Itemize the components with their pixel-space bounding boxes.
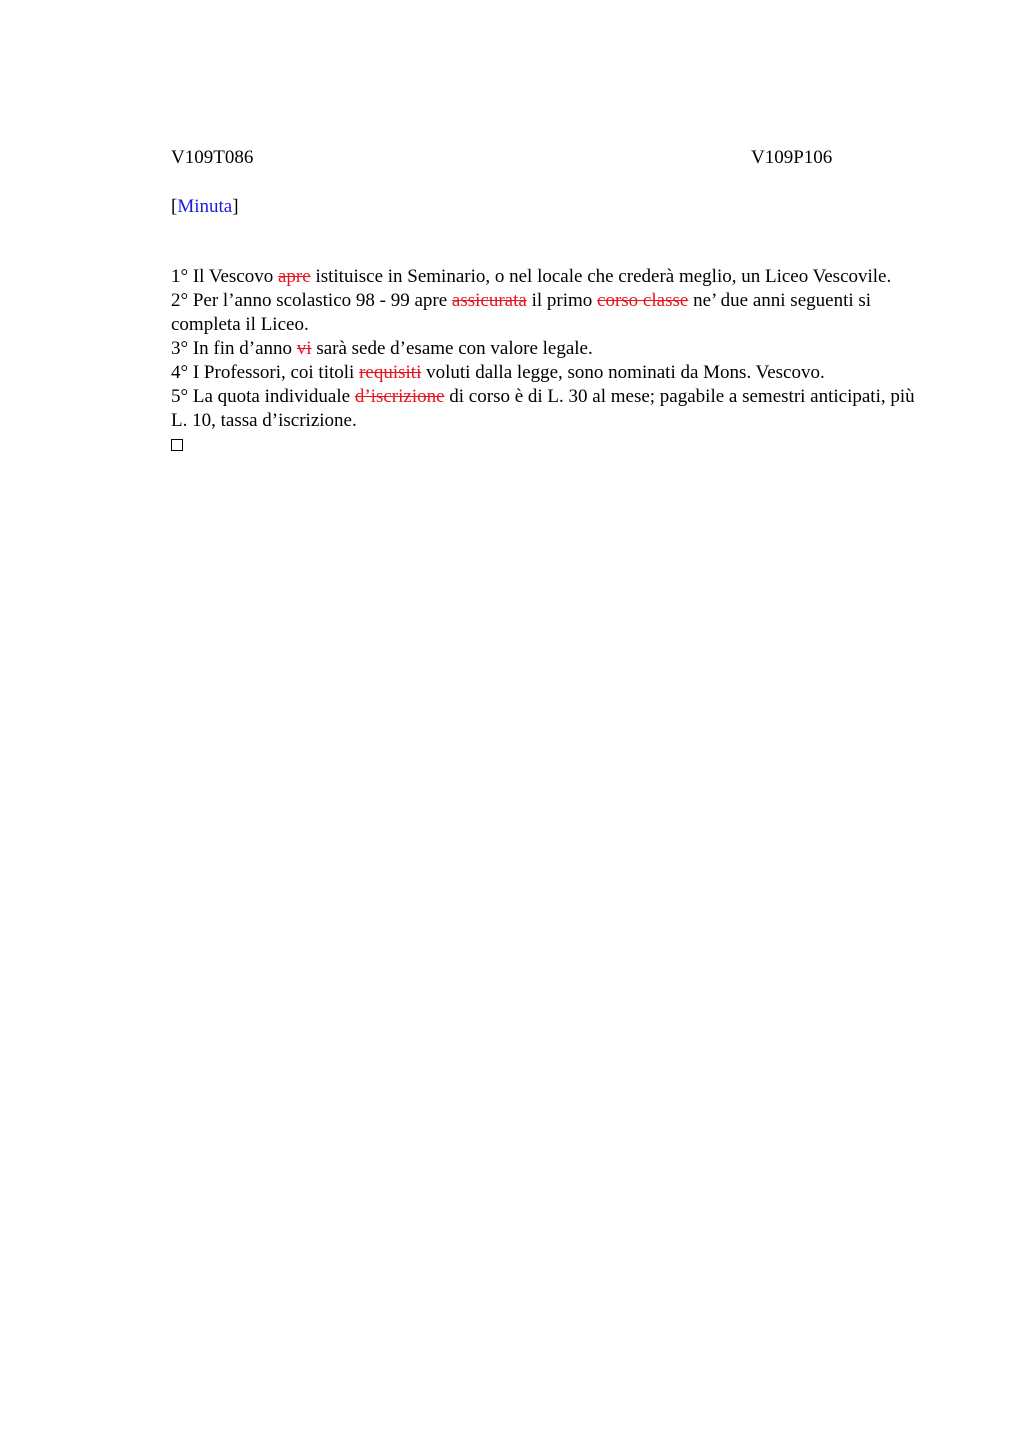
- paragraph-4-text-b: voluti dalla legge, sono nominati da Mons. Vescovo.: [421, 362, 825, 383]
- paragraph-2-text-b: il primo: [526, 290, 598, 311]
- deleted-word-discrizione: d’iscrizione: [354, 386, 445, 407]
- paragraph-2: [171, 289, 931, 337]
- minuta-note: [171, 195, 239, 219]
- note-open-bracket: [: [171, 196, 178, 217]
- deleted-word-assicurata: assicurata: [451, 290, 527, 311]
- paragraph-5: [171, 385, 931, 433]
- paragraph-3: [171, 337, 931, 361]
- paragraph-1-text-b: istituisce in Seminario, o nel locale che crederà meglio, un Liceo Vescovile.: [310, 266, 892, 287]
- paragraph-2-text-a: 2° Per l’anno scolastico 98 - 99 apre: [171, 290, 452, 311]
- paragraph-1-text-a: 1° Il Vescovo: [171, 266, 278, 287]
- paragraph-3-text-a: 3° In fin d’anno: [171, 338, 297, 359]
- minuta-link[interactable]: Minuta: [177, 196, 233, 217]
- empty-square-icon: [171, 439, 183, 451]
- document-reference-right: V109P106: [751, 147, 833, 168]
- deleted-words-corso-classe: corso classe: [597, 290, 689, 311]
- deleted-word-apre: apre: [278, 266, 311, 287]
- document-reference-left: V109T086: [171, 147, 254, 168]
- paragraph-2-text-c: ne’ due anni seguenti si completa il Liceo.: [171, 290, 872, 335]
- paragraph-4-text-a: 4° I Professori, coi titoli: [171, 362, 360, 383]
- end-marker: [171, 433, 931, 458]
- paragraph-5-text-a: 5° La quota individuale: [171, 386, 355, 407]
- paragraph-4: [171, 361, 931, 385]
- deleted-word-requisiti: requisiti: [359, 362, 422, 383]
- note-close-bracket: ]: [232, 196, 239, 217]
- paragraph-5-text-b: di corso è di L. 30 al mese; pagabile a semestri anticipati, più L. 10, tassa d’iscrizione.: [171, 386, 915, 431]
- paragraph-1: [171, 265, 931, 289]
- deleted-word-vi: vi: [296, 338, 312, 359]
- document-body: [171, 265, 931, 458]
- paragraph-3-text-b: sarà sede d’esame con valore legale.: [311, 338, 593, 359]
